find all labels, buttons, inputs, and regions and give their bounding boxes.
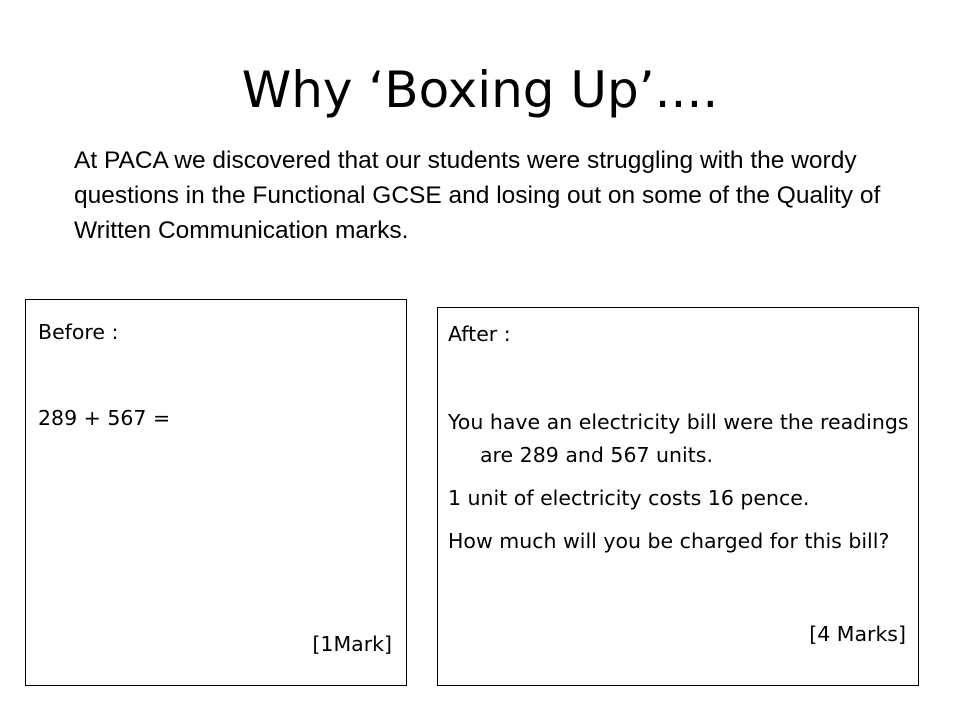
intro-paragraph: At PACA we discovered that our students were struggling with the wordy questions in the Functional GCSE and losing out on some of the Quality of Written Communication marks.	[74, 147, 881, 244]
after-question-list	[448, 406, 913, 568]
after-marks: [4 Marks]	[809, 622, 906, 646]
before-box	[25, 299, 407, 686]
after-box	[437, 307, 919, 686]
slide-title: Why ‘Boxing Up’....	[241, 61, 719, 119]
after-question-line: You have an electricity bill were the readings are 289 and 567 units.	[448, 410, 909, 467]
before-heading: Before :	[38, 320, 119, 344]
before-question: 289 + 567 =	[38, 406, 171, 430]
after-heading: After :	[448, 322, 511, 346]
before-marks: [1Mark]	[312, 632, 392, 656]
after-question-line: 1 unit of electricity costs 16 pence.	[448, 486, 810, 510]
after-question-line: How much will you be charged for this bill?	[448, 529, 890, 553]
